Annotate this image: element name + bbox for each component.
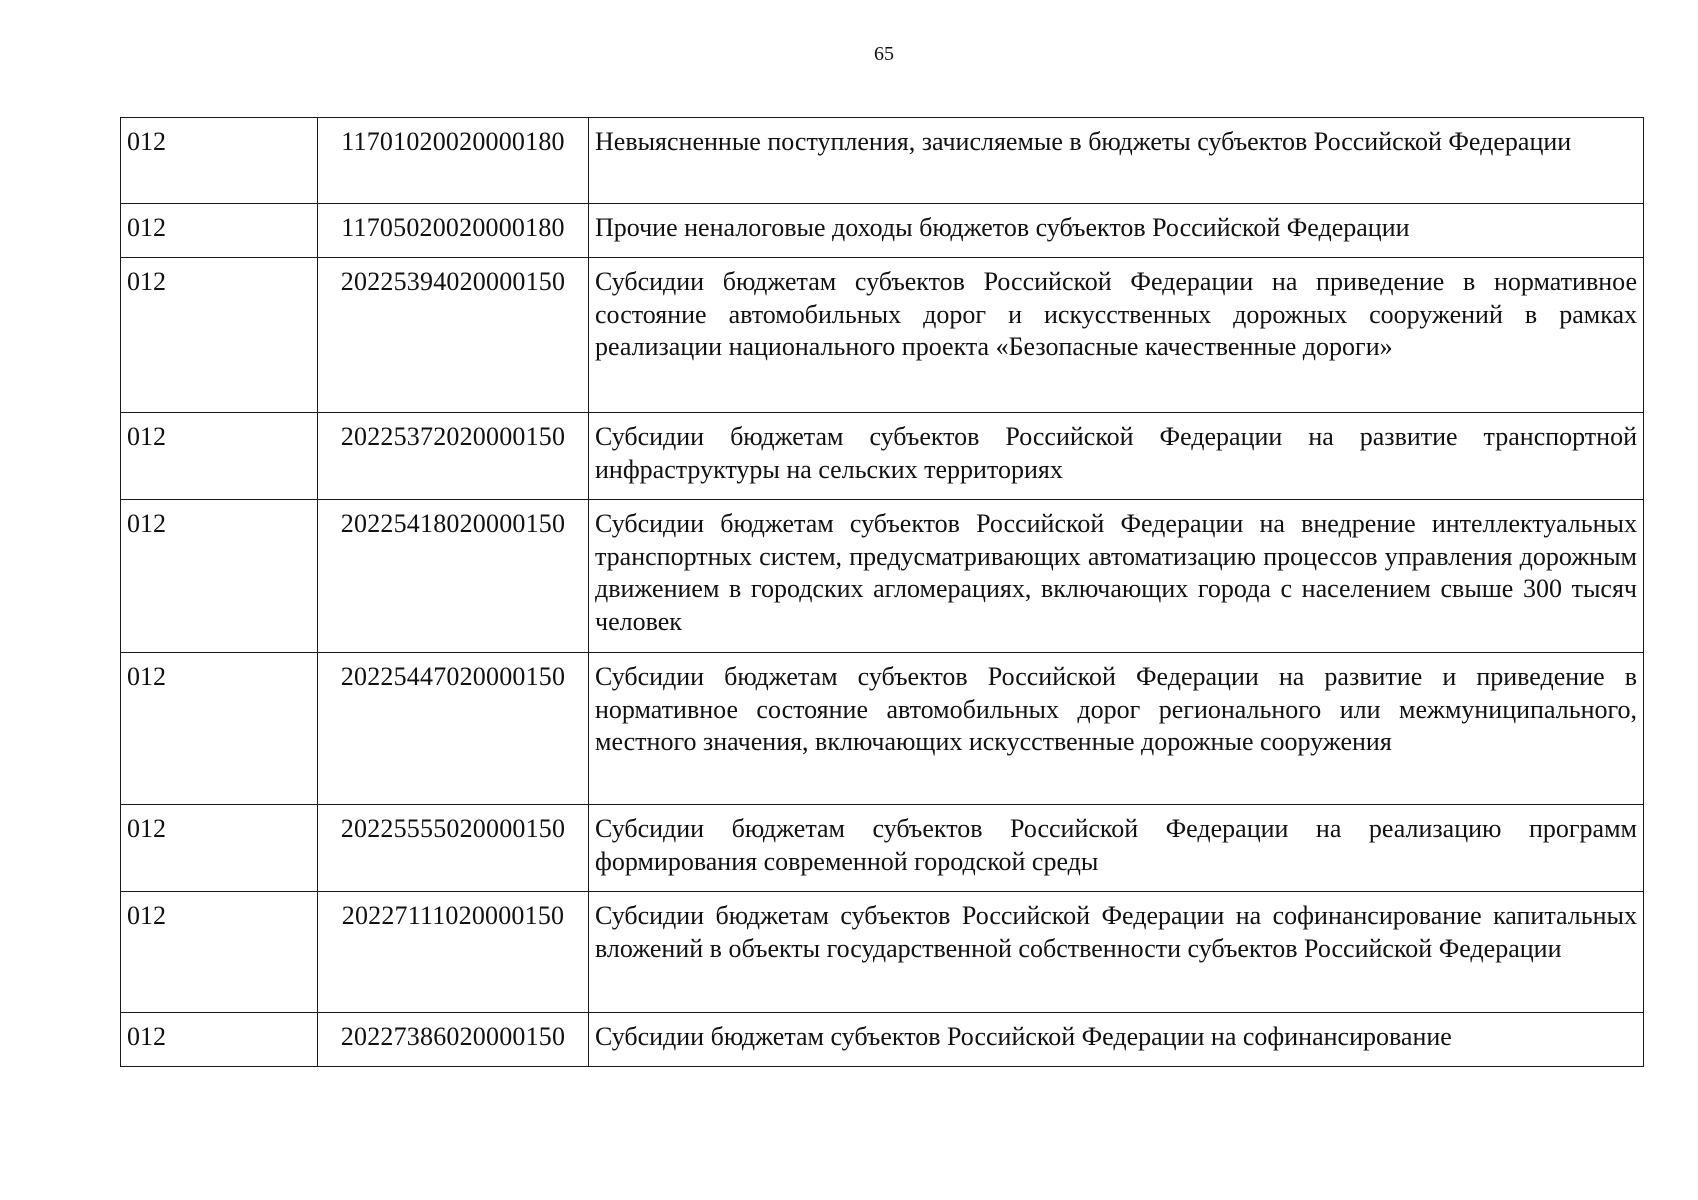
revenue-name-cell (589, 204, 1644, 258)
table-row (121, 204, 1644, 258)
revenue-name-text: Субсидии бюджетам субъектов Российской Федерации на внедрение интеллектуальных транспортных систем, предусматривающих автоматизацию процессов управления дорожным движением в городских агломерациях, включающих города с населением свыше 300 тысяч человек (595, 509, 1637, 636)
kbk-cell: 20227111020000150 (318, 892, 589, 1013)
table-row (121, 118, 1644, 204)
admin-code-cell: 012 (121, 892, 318, 1013)
revenue-name-cell (589, 118, 1644, 204)
table-row (121, 258, 1644, 413)
revenue-name-cell (589, 892, 1644, 1013)
page-number: 65 (874, 43, 894, 65)
revenue-name-cell (589, 500, 1644, 653)
table-row (121, 892, 1644, 1013)
revenue-name-cell (589, 413, 1644, 500)
table-row (121, 653, 1644, 805)
kbk-cell: 20227386020000150 (318, 1013, 589, 1067)
revenue-name-text: Субсидии бюджетам субъектов Российской Федерации на приведение в нормативное состояние автомобильных дорог и искусственных дорожных сооружений в рамках реализации национального проекта «Безопасные качественные дороги» (595, 267, 1637, 361)
revenue-name-cell (589, 258, 1644, 413)
kbk-cell: 11705020020000180 (318, 204, 589, 258)
admin-code-cell: 012 (121, 118, 318, 204)
revenue-name-cell (589, 653, 1644, 805)
table-row (121, 500, 1644, 653)
admin-code-cell: 012 (121, 258, 318, 413)
admin-code-cell: 012 (121, 805, 318, 892)
revenue-name-text: Субсидии бюджетам субъектов Российской Федерации на софинансирование капитальных вложений в объекты государственной собственности субъектов Российской Федерации (595, 901, 1637, 963)
admin-code-cell: 012 (121, 413, 318, 500)
revenue-name-text: Невыясненные поступления, зачисляемые в бюджеты субъектов Российской Федерации (595, 127, 1572, 156)
table-row (121, 805, 1644, 892)
revenue-name-text: Субсидии бюджетам субъектов Российской Федерации на реализацию программ формирования современной городской среды (595, 814, 1637, 876)
admin-code-cell: 012 (121, 500, 318, 653)
revenue-name-text: Субсидии бюджетам субъектов Российской Федерации на развитие транспортной инфраструктуры на сельских территориях (595, 422, 1637, 484)
admin-code-cell: 012 (121, 204, 318, 258)
kbk-cell: 20225372020000150 (318, 413, 589, 500)
kbk-cell: 11701020020000180 (318, 118, 589, 204)
kbk-cell: 20225555020000150 (318, 805, 589, 892)
revenue-name-text: Субсидии бюджетам субъектов Российской Федерации на софинансирование (595, 1022, 1452, 1051)
table-row (121, 413, 1644, 500)
revenue-name-text: Субсидии бюджетам субъектов Российской Федерации на развитие и приведение в нормативное состояние автомобильных дорог регионального или межмуниципального, местного значения, включающих искусственные дорожные сооружения (595, 662, 1637, 756)
revenue-name-cell (589, 1013, 1644, 1067)
admin-code-cell: 012 (121, 1013, 318, 1067)
revenue-codes-table (120, 117, 1644, 1067)
kbk-cell: 20225447020000150 (318, 653, 589, 805)
kbk-cell: 20225418020000150 (318, 500, 589, 653)
table-row (121, 1013, 1644, 1067)
revenue-name-text: Прочие неналоговые доходы бюджетов субъектов Российской Федерации (595, 213, 1410, 242)
revenue-name-cell (589, 805, 1644, 892)
admin-code-cell: 012 (121, 653, 318, 805)
kbk-cell: 20225394020000150 (318, 258, 589, 413)
